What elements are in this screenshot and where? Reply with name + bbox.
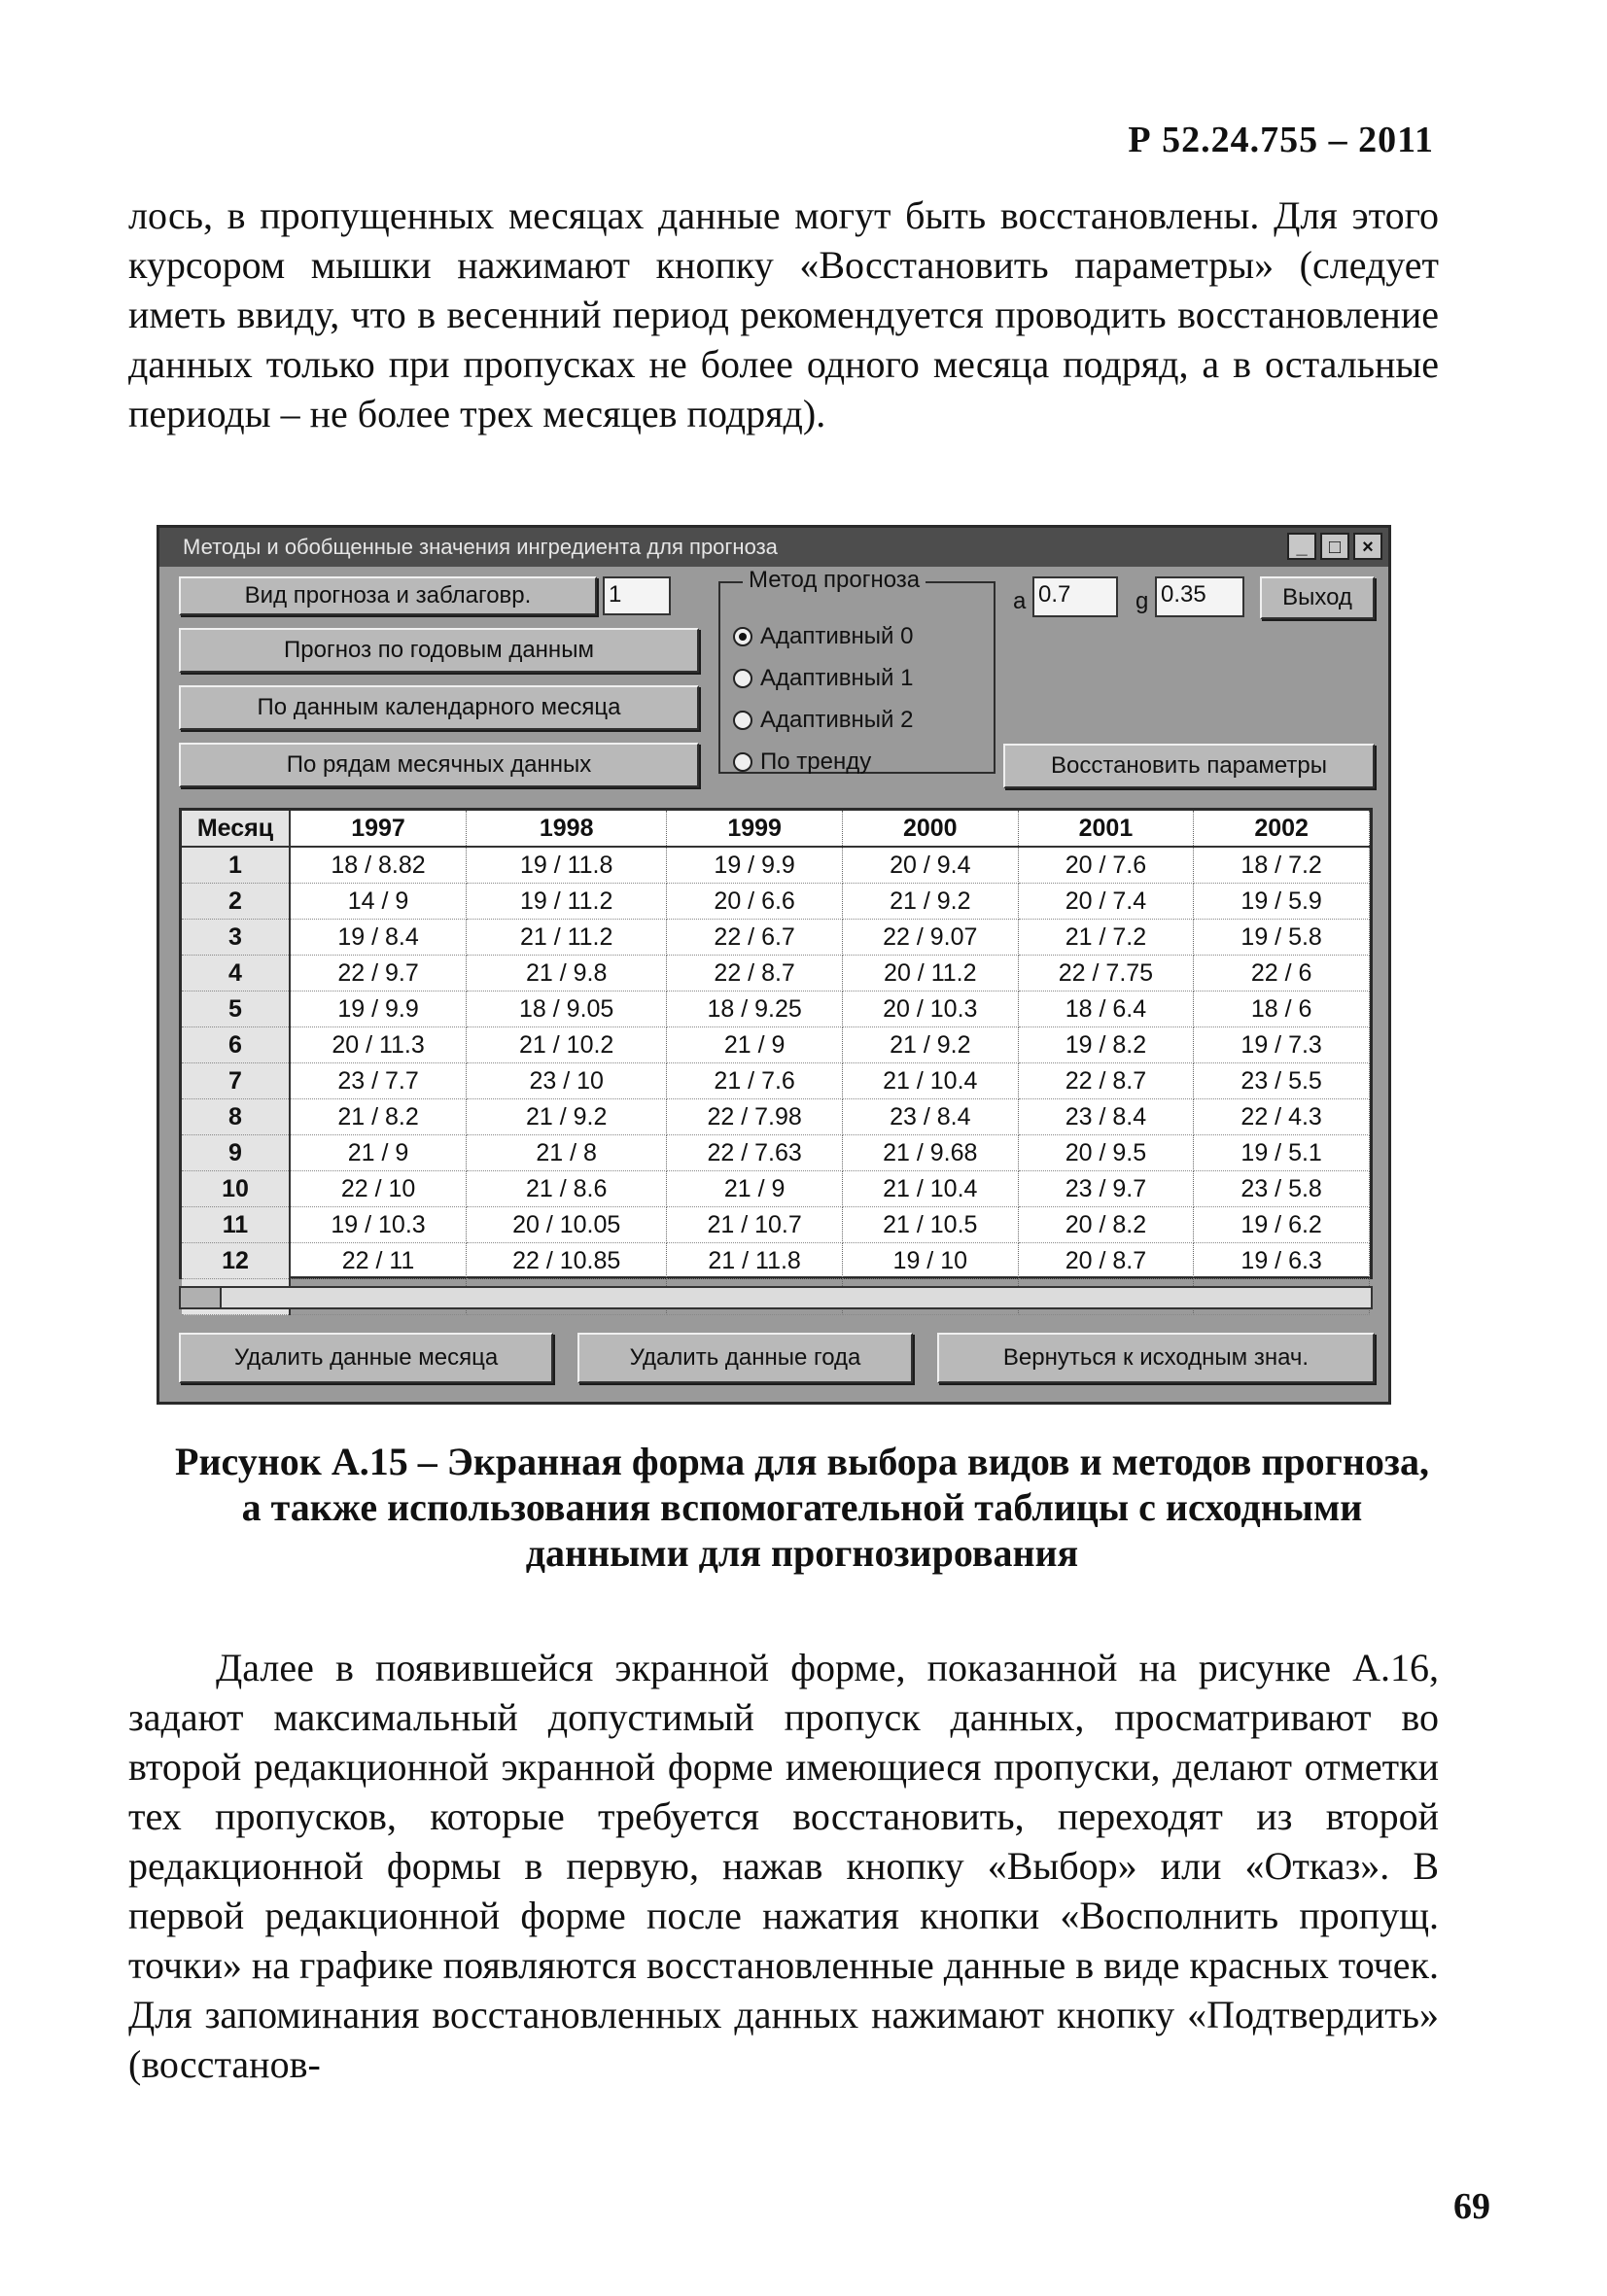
table-cell[interactable]: 22 / 7.63: [667, 1135, 843, 1171]
table-row[interactable]: [182, 920, 1370, 956]
table-cell[interactable]: 19 / 5.1: [1194, 1135, 1370, 1171]
table-cell[interactable]: 18 / 9.25: [667, 991, 843, 1027]
table-cell[interactable]: 19 / 5.8: [1194, 920, 1370, 956]
table-cell[interactable]: 20 / 11.3: [290, 1027, 467, 1063]
window-title: Методы и обобщенные значения ингредиента для прогноза: [183, 535, 778, 559]
radio-selected-icon: [733, 627, 752, 646]
table-cell[interactable]: 23 / 10: [467, 1063, 667, 1099]
table-cell[interactable]: 22 / 7.98: [667, 1099, 843, 1135]
table-cell[interactable]: 21 / 8: [467, 1135, 667, 1171]
window-titlebar: [159, 528, 1388, 567]
table-cell[interactable]: 21 / 7.6: [667, 1063, 843, 1099]
table-cell[interactable]: 21 / 9: [667, 1027, 843, 1063]
table-cell[interactable]: 21 / 9: [667, 1171, 843, 1207]
calendar-month-button[interactable]: По данным календарного месяца: [179, 685, 699, 730]
table-cell[interactable]: 19 / 9.9: [667, 847, 843, 884]
table-cell[interactable]: 20 / 7.4: [1018, 884, 1194, 920]
radio-adaptive-2[interactable]: [733, 707, 913, 734]
row-header-cell: 10: [182, 1171, 290, 1207]
table-cell[interactable]: 22 / 11: [290, 1243, 467, 1279]
year-header: 1997: [290, 811, 467, 847]
table-cell[interactable]: 19 / 5.9: [1194, 884, 1370, 920]
a-param-label: a: [1013, 588, 1027, 614]
scrollbar-thumb[interactable]: [181, 1288, 222, 1307]
radio-label: Адаптивный 2: [760, 707, 914, 733]
table-cell[interactable]: 23 / 7.7: [290, 1063, 467, 1099]
year-header: 2000: [842, 811, 1018, 847]
table-cell[interactable]: 19 / 11.2: [467, 884, 667, 920]
table-cell[interactable]: 20 / 10.3: [842, 991, 1018, 1027]
table-cell[interactable]: 21 / 10.7: [667, 1207, 843, 1243]
table-cell[interactable]: 22 / 9.7: [290, 956, 467, 991]
table-cell[interactable]: 21 / 8.6: [467, 1171, 667, 1207]
table-cell[interactable]: 21 / 7.2: [1018, 920, 1194, 956]
row-header-cell: 3: [182, 920, 290, 956]
table-cell[interactable]: 19 / 9.9: [290, 991, 467, 1027]
a-param-input[interactable]: 0.7: [1032, 576, 1118, 617]
forecast-window: [157, 525, 1391, 1405]
table-cell[interactable]: 23 / 9.7: [1018, 1171, 1194, 1207]
table-cell[interactable]: 21 / 10.2: [467, 1027, 667, 1063]
table-cell[interactable]: 19 / 6.3: [1194, 1243, 1370, 1279]
table-row[interactable]: [182, 1207, 1370, 1243]
row-header-cell: 9: [182, 1135, 290, 1171]
table-cell[interactable]: 22 / 10: [290, 1171, 467, 1207]
grid-header-row: [182, 811, 1370, 847]
table-row[interactable]: [182, 884, 1370, 920]
row-header-cell: 4: [182, 956, 290, 991]
table-cell[interactable]: 21 / 8.2: [290, 1099, 467, 1135]
data-grid: [179, 808, 1373, 1279]
table-cell[interactable]: 23 / 5.8: [1194, 1171, 1370, 1207]
table-cell[interactable]: 21 / 9.8: [467, 956, 667, 991]
table-cell[interactable]: 22 / 6.7: [667, 920, 843, 956]
table-row[interactable]: [182, 956, 1370, 991]
year-header: 1999: [667, 811, 843, 847]
table-cell[interactable]: 21 / 9.68: [842, 1135, 1018, 1171]
radio-label: Адаптивный 0: [760, 623, 914, 649]
row-header-cell: 6: [182, 1027, 290, 1063]
table-row[interactable]: [182, 1027, 1370, 1063]
row-header-cell: 2: [182, 884, 290, 920]
table-cell[interactable]: 21 / 11.2: [467, 920, 667, 956]
radio-adaptive-0[interactable]: [733, 623, 913, 650]
table-cell[interactable]: 20 / 6.6: [667, 884, 843, 920]
table-cell[interactable]: 20 / 9.5: [1018, 1135, 1194, 1171]
table-cell[interactable]: 22 / 9.07: [842, 920, 1018, 956]
delete-year-button[interactable]: Удалить данные года: [577, 1333, 913, 1383]
radio-label: Адаптивный 1: [760, 665, 914, 691]
radio-label: По тренду: [760, 748, 872, 775]
table-cell[interactable]: 19 / 7.3: [1194, 1027, 1370, 1063]
forecast-type-label: Вид прогноза и заблаговр.: [179, 576, 597, 615]
table-cell[interactable]: 22 / 10.85: [467, 1243, 667, 1279]
horizontal-scrollbar[interactable]: [179, 1286, 1373, 1309]
table-cell[interactable]: 20 / 8.2: [1018, 1207, 1194, 1243]
row-header-cell: 5: [182, 991, 290, 1027]
table-cell[interactable]: 20 / 8.7: [1018, 1243, 1194, 1279]
return-initial-button[interactable]: Вернуться к исходным знач.: [937, 1333, 1375, 1383]
table-cell[interactable]: 21 / 9.2: [467, 1099, 667, 1135]
table-cell[interactable]: 18 / 6: [1194, 991, 1370, 1027]
forecast-type-input[interactable]: 1: [603, 576, 671, 615]
year-header: 2002: [1194, 811, 1370, 847]
table-cell[interactable]: 18 / 7.2: [1194, 847, 1370, 884]
monthly-series-button[interactable]: По рядам месячных данных: [179, 743, 699, 787]
radio-trend[interactable]: [733, 748, 871, 776]
row-header-cell: 11: [182, 1207, 290, 1243]
row-header-cell: 12: [182, 1243, 290, 1279]
delete-month-button[interactable]: Удалить данные месяца: [179, 1333, 553, 1383]
table-cell[interactable]: 20 / 7.6: [1018, 847, 1194, 884]
table-cell[interactable]: 22 / 6: [1194, 956, 1370, 991]
year-header: 1998: [467, 811, 667, 847]
table-cell[interactable]: 21 / 9: [290, 1135, 467, 1171]
row-header-cell: 7: [182, 1063, 290, 1099]
table-cell[interactable]: 20 / 10.05: [467, 1207, 667, 1243]
table-row[interactable]: [182, 847, 1370, 884]
table-cell[interactable]: 23 / 5.5: [1194, 1063, 1370, 1099]
table-cell[interactable]: 18 / 6.4: [1018, 991, 1194, 1027]
radio-icon: [733, 752, 752, 772]
month-column-header: Месяц: [182, 811, 290, 847]
document-code: Р 52.24.755 – 2011: [1128, 120, 1434, 160]
page-number: 69: [1453, 2186, 1490, 2227]
table-cell[interactable]: 23 / 8.4: [842, 1099, 1018, 1135]
paragraph-bottom: Далее в появившейся экранной форме, показанной на рисунке А.16, задают максимальный допустимый пропуск данных, просматривают во второй редакционной экранной форме имеющиеся пропуски, делают отметки тех пропусков, которые требуется восстановить, переходят из второй редакционной формы в первую, нажав кнопку «Выбор» или «Отказ». В первой редакционной форме после нажатия кнопки «Восполнить пропущ. точки» на графике появляются восстановленные данные в виде красных точек. Для запоминания восстановленных данных нажимают кнопку «Подтвердить» (восстанов-: [128, 1646, 1439, 2086]
table-cell[interactable]: 19 / 8.4: [290, 920, 467, 956]
radio-adaptive-1[interactable]: [733, 665, 913, 692]
maximize-button[interactable]: □: [1320, 533, 1349, 560]
g-param-label: g: [1135, 588, 1149, 614]
table-cell[interactable]: 14 / 9: [290, 884, 467, 920]
table-cell[interactable]: 21 / 10.4: [842, 1063, 1018, 1099]
table-cell[interactable]: 21 / 11.8: [667, 1243, 843, 1279]
figure-caption: Рисунок А.15 – Экранная форма для выбора видов и методов прогноза, а также использования вспомогательной таблицы с исходными данными для прогнозирования: [175, 1440, 1429, 1575]
table-row[interactable]: [182, 1099, 1370, 1135]
table-cell[interactable]: 20 / 11.2: [842, 956, 1018, 991]
table-cell[interactable]: 22 / 8.7: [1018, 1063, 1194, 1099]
table-cell[interactable]: 21 / 10.4: [842, 1171, 1018, 1207]
table-cell[interactable]: 19 / 11.8: [467, 847, 667, 884]
table-row[interactable]: [182, 991, 1370, 1027]
row-header-cell: 1: [182, 847, 290, 884]
table-cell[interactable]: 22 / 4.3: [1194, 1099, 1370, 1135]
table-cell[interactable]: 21 / 10.5: [842, 1207, 1018, 1243]
minimize-button[interactable]: _: [1287, 533, 1316, 560]
table-row[interactable]: [182, 1243, 1370, 1279]
row-header-cell: 8: [182, 1099, 290, 1135]
table-cell[interactable]: 19 / 10: [842, 1243, 1018, 1279]
table-cell[interactable]: 19 / 8.2: [1018, 1027, 1194, 1063]
table-cell[interactable]: 23 / 8.4: [1018, 1099, 1194, 1135]
table-cell[interactable]: 20 / 9.4: [842, 847, 1018, 884]
table-row[interactable]: [182, 1135, 1370, 1171]
table-cell[interactable]: 21 / 9.2: [842, 1027, 1018, 1063]
method-group-title: Метод прогноза: [743, 567, 926, 594]
table-cell[interactable]: 19 / 6.2: [1194, 1207, 1370, 1243]
table-cell[interactable]: 18 / 9.05: [467, 991, 667, 1027]
table-cell[interactable]: 22 / 8.7: [667, 956, 843, 991]
table-cell[interactable]: 22 / 7.75: [1018, 956, 1194, 991]
table-row[interactable]: [182, 1063, 1370, 1099]
radio-icon: [733, 711, 752, 730]
paragraph-top: лось, в пропущенных месяцах данные могут быть восстановлены. Для этого курсором мышки нажимают кнопку «Восстановить параметры» (следует иметь ввиду, что в весенний период рекомендуется проводить восстановление данных только при пропусках не более одного месяца подряд, а в остальные периоды – не более трех месяцев подряд).: [128, 193, 1439, 435]
table-row[interactable]: [182, 1171, 1370, 1207]
restore-params-button[interactable]: Восстановить параметры: [1003, 744, 1375, 788]
table-cell[interactable]: 21 / 9.2: [842, 884, 1018, 920]
year-header: 2001: [1018, 811, 1194, 847]
close-button[interactable]: ×: [1353, 533, 1382, 560]
exit-button[interactable]: Выход: [1260, 576, 1375, 619]
table-cell[interactable]: 18 / 8.82: [290, 847, 467, 884]
g-param-input[interactable]: 0.35: [1155, 576, 1244, 617]
annual-forecast-button[interactable]: Прогноз по годовым данным: [179, 628, 699, 673]
radio-icon: [733, 669, 752, 688]
table-cell[interactable]: 19 / 10.3: [290, 1207, 467, 1243]
